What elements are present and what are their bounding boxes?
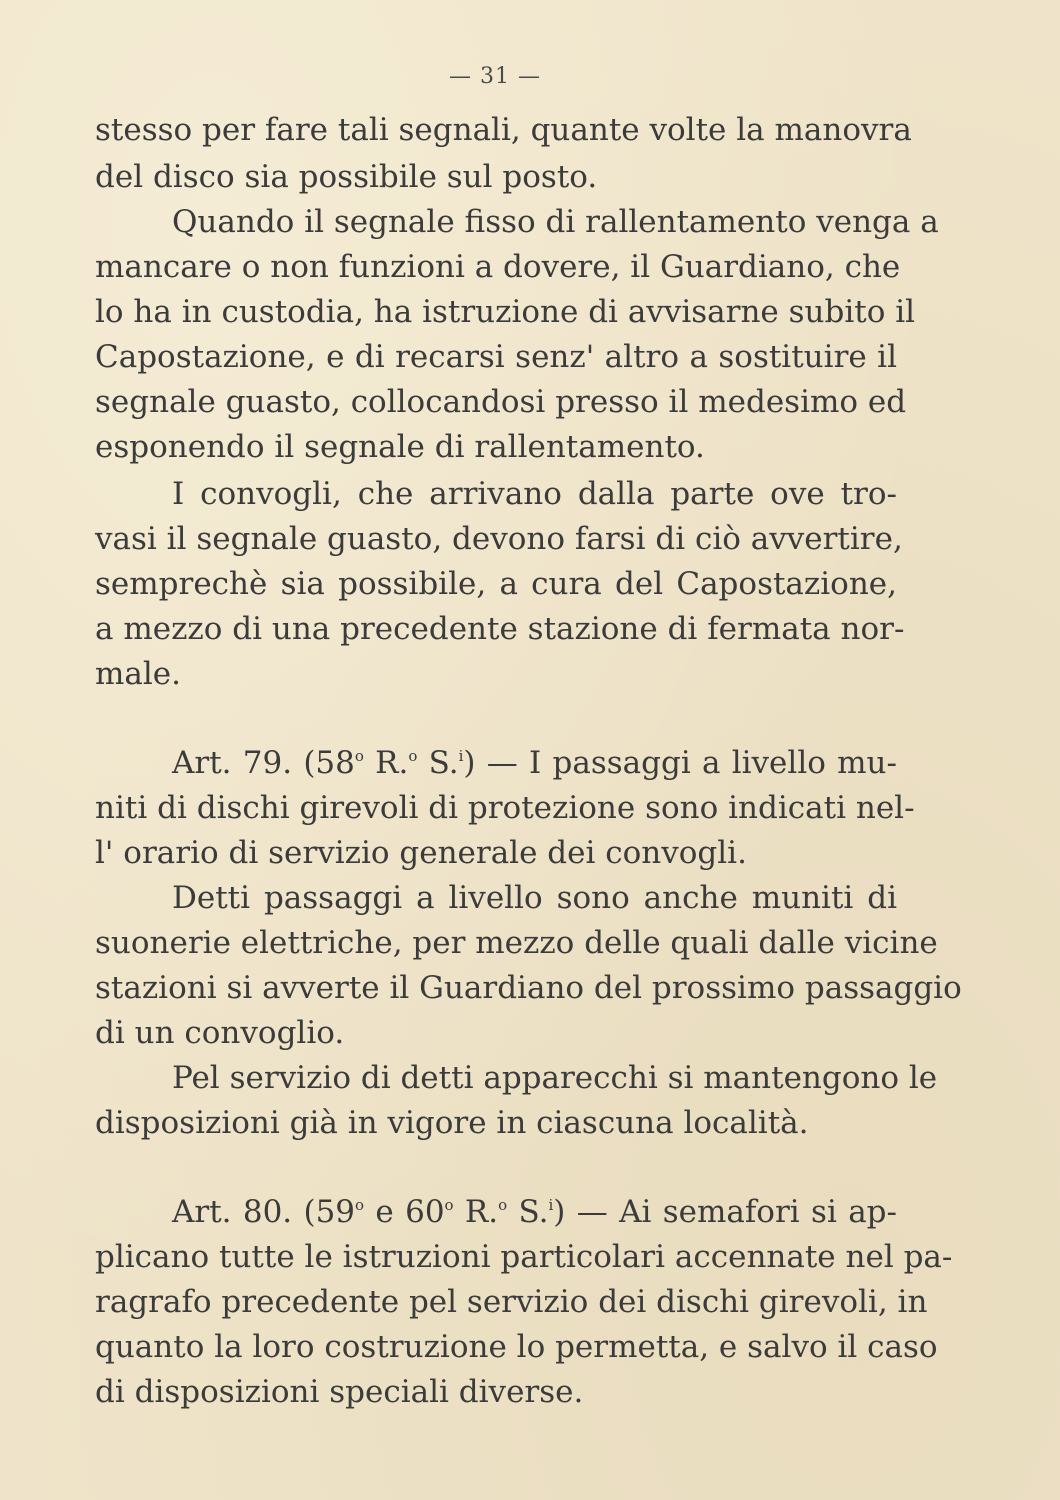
article-79-label: Art. 79. (58	[172, 745, 355, 781]
degree-mark: o	[498, 1196, 508, 1214]
text-line: stazioni si avverte il Guardiano del prossimo passaggio	[95, 970, 962, 1006]
text-line: segnale guasto, collocandosi presso il medesimo ed	[95, 384, 907, 420]
text-line: disposizioni già in vigore in ciascuna località.	[95, 1105, 809, 1141]
superscript-mark: i	[458, 747, 464, 765]
superscript-mark: i	[548, 1196, 554, 1214]
text-line: mancare o non funzioni a dovere, il Guardiano, che	[95, 249, 901, 285]
paragraph-first-line: Quando il segnale fisso di rallentamento venga a	[172, 204, 939, 240]
reg-abbrev: S.	[507, 1194, 549, 1230]
text-line: l' orario di servizio generale dei convogli.	[95, 835, 747, 871]
text-line: vasi il segnale guasto, devono farsi di ciò avvertire,	[95, 521, 903, 557]
text-line: ragrafo precedente pel servizio dei dischi girevoli, in	[95, 1284, 928, 1320]
text-line: male.	[95, 656, 181, 692]
text-line: stesso per fare tali segnali, quante volte la manovra	[95, 112, 912, 148]
paragraph-first-line: I convogli, che arrivano dalla parte ove tro-	[172, 476, 897, 512]
article-79-text: ) — I passaggi a livello mu-	[463, 745, 897, 781]
text-line: esponendo il segnale di rallentamento.	[95, 429, 705, 465]
paragraph-first-line: Detti passaggi a livello sono anche muniti di	[172, 880, 897, 916]
text-line: lo ha in custodia, ha istruzione di avvisarne subito il	[95, 294, 916, 330]
reg-abbrev: e 60	[364, 1194, 445, 1230]
degree-mark: o	[355, 1196, 365, 1214]
text-line: a mezzo di una precedente stazione di fermata nor-	[95, 611, 905, 647]
reg-abbrev: R.	[453, 1194, 499, 1230]
text-line: suonerie elettriche, per mezzo delle quali dalle vicine	[95, 925, 938, 961]
degree-mark: o	[444, 1196, 454, 1214]
article-80-heading-line	[172, 1192, 897, 1232]
text-line: di un convoglio.	[95, 1015, 345, 1051]
reg-abbrev: R.	[363, 745, 409, 781]
text-line: quanto la loro costruzione lo permetta, e salvo il caso	[95, 1329, 938, 1365]
paragraph-first-line: Pel servizio di detti apparecchi si mantengono le	[172, 1060, 938, 1096]
text-line: niti di dischi girevoli di protezione sono indicati nel-	[95, 790, 915, 826]
degree-mark: o	[408, 747, 418, 765]
degree-mark: o	[354, 747, 364, 765]
page-number: — 31 —	[449, 64, 541, 89]
article-80-label: Art. 80. (59	[172, 1194, 356, 1230]
article-79-heading-line	[172, 743, 897, 783]
text-line: Capostazione, e di recarsi senz' altro a sostituire il	[95, 339, 897, 375]
article-80-text: ) — Ai semafori si ap-	[553, 1194, 898, 1230]
reg-abbrev: S.	[417, 745, 459, 781]
text-line: del disco sia possibile sul posto.	[95, 159, 598, 195]
text-line: di disposizioni speciali diverse.	[95, 1374, 584, 1410]
text-line: semprechè sia possibile, a cura del Capostazione,	[95, 566, 897, 602]
text-line: plicano tutte le istruzioni particolari accennate nel pa-	[95, 1239, 953, 1275]
